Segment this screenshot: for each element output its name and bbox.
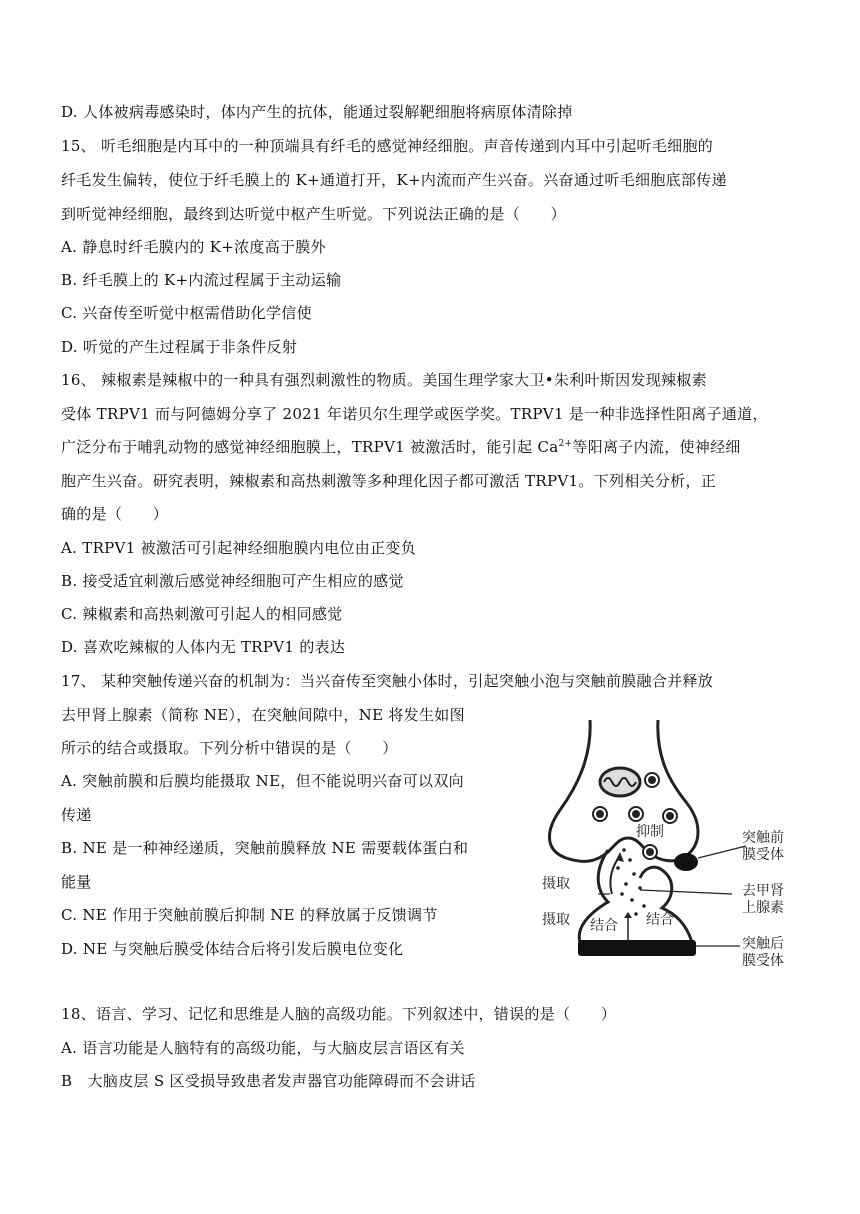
q17-stem-line3: 所示的结合或摄取。下列分析中错误的是（ ） xyxy=(61,739,398,757)
q15-option-b: B. 纤毛膜上的 K+内流过程属于主动运输 xyxy=(61,271,342,289)
label-presynaptic-receptor-1: 突触前 xyxy=(742,830,784,846)
label-ne-2: 上腺素 xyxy=(742,900,784,916)
q16-stem-line5: 确的是（ ） xyxy=(61,505,169,523)
q15-option-a: A. 静息时纤毛膜内的 K+浓度高于膜外 xyxy=(61,238,326,256)
q15-option-c: C. 兴奋传至听觉中枢需借助化学信使 xyxy=(61,304,312,322)
q16-option-c: C. 辣椒素和高热刺激可引起人的相同感觉 xyxy=(61,605,343,623)
q17-stem-line2: 去甲肾上腺素（简称 NE），在突触间隙中，NE 将发生如图 xyxy=(61,706,465,724)
label-ne-1: 去甲肾 xyxy=(742,883,784,899)
q17-option-d: D. NE 与突触后膜受体结合后将引发后膜电位变化 xyxy=(61,940,404,958)
q18-stem: 18、语言、学习、记忆和思维是人脑的高级功能。下列叙述中，错误的是（ ） xyxy=(61,1005,617,1023)
q17-option-c: C. NE 作用于突触前膜后抑制 NE 的释放属于反馈调节 xyxy=(61,906,438,924)
q16-option-a: A. TRPV1 被激活可引起神经细胞膜内电位由正变负 xyxy=(61,539,417,557)
postsynaptic-receptor xyxy=(578,940,696,956)
label-uptake-upper: 摄取 xyxy=(542,876,570,892)
presynaptic-receptor xyxy=(674,853,698,871)
q16-stem-line2: 受体 TRPV1 而与阿德姆分享了 2021 年诺贝尔生理学或医学奖。TRPV1 是一种非选择性阳离子通道， xyxy=(61,405,768,423)
q15-stem-line3: 到听觉神经细胞，最终到达听觉中枢产生听觉。下列说法正确的是（ ） xyxy=(61,205,566,223)
q15-stem-line2: 纤毛发生偏转，使位于纤毛膜上的 K+通道打开，K+内流而产生兴奋。兴奋通过听毛细胞底部传递 xyxy=(61,171,727,189)
label-postsynaptic-receptor-2: 膜受体 xyxy=(742,953,784,969)
label-inhibit: 抑制 xyxy=(636,824,664,840)
q16-option-d: D. 喜欢吃辣椒的人体内无 TRPV1 的表达 xyxy=(61,638,346,656)
q14-option-d: D. 人体被病毒感染时，体内产生的抗体，能通过裂解靶细胞将病原体清除掉 xyxy=(61,103,573,121)
q17-option-a-line2: 传递 xyxy=(61,806,92,824)
q16-option-b: B. 接受适宜刺激后感觉神经细胞可产生相应的感觉 xyxy=(61,572,404,590)
synapse-diagram xyxy=(536,718,804,970)
q17-option-b-line1: B. NE 是一种神经递质，突触前膜释放 NE 需要载体蛋白和 xyxy=(61,839,469,857)
label-binding-left: 结合 xyxy=(590,918,618,934)
q17-stem-line1: 17、 某种突触传递兴奋的机制为：当兴奋传至突触小体时，引起突触小泡与突触前膜融合并释放 xyxy=(61,672,714,690)
q18-option-a: A. 语言功能是人脑特有的高级功能，与大脑皮层言语区有关 xyxy=(61,1039,465,1057)
label-presynaptic-receptor-2: 膜受体 xyxy=(742,847,784,863)
q18-option-b: B 大脑皮层 S 区受损导致患者发声器官功能障碍而不会讲话 xyxy=(61,1072,476,1090)
label-uptake-lower: 摄取 xyxy=(542,912,570,928)
q15-option-d: D. 听觉的产生过程属于非条件反射 xyxy=(61,338,298,356)
q16-stem-line1: 16、 辣椒素是辣椒中的一种具有强烈刺激性的物质。美国生理学家大卫•朱利叶斯因发现辣椒素 xyxy=(61,371,707,389)
q16-stem-line4: 胞产生兴奋。研究表明，辣椒素和高热刺激等多种理化因子都可激活 TRPV1。下列相关分析，正 xyxy=(61,472,717,490)
label-postsynaptic-receptor-1: 突触后 xyxy=(742,936,784,952)
label-binding-right: 结合 xyxy=(646,912,674,928)
q17-option-a-line1: A. 突触前膜和后膜均能摄取 NE，但不能说明兴奋可以双向 xyxy=(61,772,464,790)
q17-option-b-line2: 能量 xyxy=(61,873,92,891)
q16-stem-line3: 广泛分布于哺乳动物的感觉神经细胞膜上，TRPV1 被激活时，能引起 $Ca^{2+}$等阳离子内流，使神经细 xyxy=(61,438,741,456)
mitochondrion-icon xyxy=(600,768,640,796)
q15-stem-line1: 15、 听毛细胞是内耳中的一种顶端具有纤毛的感觉神经细胞。声音传递到内耳中引起听毛细胞的 xyxy=(61,137,714,155)
